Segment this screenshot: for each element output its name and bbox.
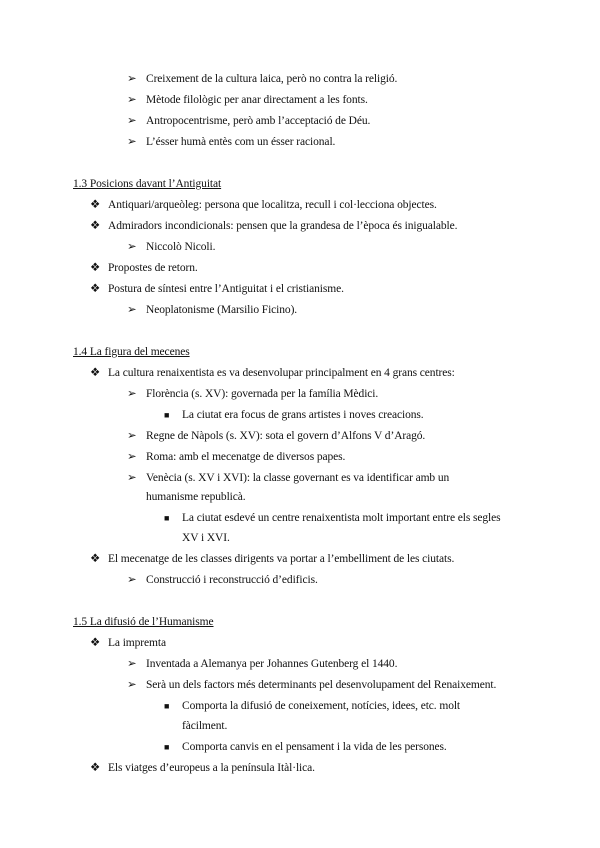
section-heading-1-3: 1.3 Posicions davant l’Antiguitat <box>73 178 222 190</box>
list-item: ❖ Postura de síntesi entre l’Antiguitat i el cristianisme. <box>90 283 344 295</box>
diamond-bullet-icon: ❖ <box>90 637 101 649</box>
list-item: ➢ L’ésser humà entès com un ésser racional. <box>127 136 336 148</box>
list-item: ➢ Construcció i reconstrucció d’edificis. <box>127 574 318 586</box>
list-item: ❖ La impremta <box>90 637 166 649</box>
arrow-bullet-icon: ➢ <box>127 388 137 400</box>
list-item: ❖ Els viatges d’europeus a la península Itàl·lica. <box>90 762 315 774</box>
list-item-continuation: XV i XVI. <box>182 532 230 544</box>
list-item: ■ La ciutat esdevé un centre renaixentista molt important entre els segles <box>164 512 501 524</box>
square-bullet-icon: ■ <box>164 513 170 523</box>
diamond-bullet-icon: ❖ <box>90 283 101 295</box>
diamond-bullet-icon: ❖ <box>90 553 101 565</box>
diamond-bullet-icon: ❖ <box>90 199 101 211</box>
arrow-bullet-icon: ➢ <box>127 136 137 148</box>
section-heading-1-4: 1.4 La figura del mecenes <box>73 346 190 358</box>
arrow-bullet-icon: ➢ <box>127 430 137 442</box>
arrow-bullet-icon: ➢ <box>127 304 137 316</box>
list-item: ➢ Creixement de la cultura laica, però no contra la religió. <box>127 73 398 85</box>
list-item: ➢ Niccolò Nicoli. <box>127 241 216 253</box>
list-item: ❖ El mecenatge de les classes dirigents va portar a l’embelliment de les ciutats. <box>90 553 455 565</box>
arrow-bullet-icon: ➢ <box>127 658 137 670</box>
arrow-bullet-icon: ➢ <box>127 115 137 127</box>
arrow-bullet-icon: ➢ <box>127 574 137 586</box>
list-item: ➢ Roma: amb el mecenatge de diversos papes. <box>127 451 346 463</box>
diamond-bullet-icon: ❖ <box>90 262 101 274</box>
arrow-bullet-icon: ➢ <box>127 241 137 253</box>
list-item: ❖ Admiradors incondicionals: pensen que la grandesa de l’època és inigualable. <box>90 220 458 232</box>
section-heading-1-5: 1.5 La difusió de l’Humanisme <box>73 616 214 628</box>
arrow-bullet-icon: ➢ <box>127 94 137 106</box>
list-item: ➢ Serà un dels factors més determinants pel desenvolupament del Renaixement. <box>127 679 497 691</box>
list-item: ❖ Propostes de retorn. <box>90 262 198 274</box>
list-item: ➢ Antropocentrisme, però amb l’acceptació de Déu. <box>127 115 371 127</box>
arrow-bullet-icon: ➢ <box>127 472 137 484</box>
diamond-bullet-icon: ❖ <box>90 367 101 379</box>
list-item: ➢ Neoplatonisme (Marsilio Ficino). <box>127 304 298 316</box>
list-item: ❖ Antiquari/arqueòleg: persona que localitza, recull i col·lecciona objectes. <box>90 199 437 211</box>
square-bullet-icon: ■ <box>164 701 170 711</box>
list-item: ■ Comporta canvis en el pensament i la vida de les persones. <box>164 741 447 753</box>
diamond-bullet-icon: ❖ <box>90 220 101 232</box>
diamond-bullet-icon: ❖ <box>90 762 101 774</box>
square-bullet-icon: ■ <box>164 742 170 752</box>
list-item: ❖ La cultura renaixentista es va desenvolupar principalment en 4 grans centres: <box>90 367 455 379</box>
list-item: ■ Comporta la difusió de coneixement, notícies, idees, etc. molt <box>164 700 461 712</box>
list-item: ➢ Inventada a Alemanya per Johannes Gutenberg el 1440. <box>127 658 398 670</box>
list-item: ➢ Venècia (s. XV i XVI): la classe governant es va identificar amb un <box>127 472 450 484</box>
list-item: ➢ Regne de Nàpols (s. XV): sota el govern d’Alfons V d’Aragó. <box>127 430 426 442</box>
arrow-bullet-icon: ➢ <box>127 73 137 85</box>
square-bullet-icon: ■ <box>164 410 170 420</box>
list-item: ➢ Mètode filològic per anar directament a les fonts. <box>127 94 368 106</box>
list-item: ➢ Florència (s. XV): governada per la família Mèdici. <box>127 388 379 400</box>
list-item-continuation: humanisme republicà. <box>146 491 246 503</box>
arrow-bullet-icon: ➢ <box>127 679 137 691</box>
list-item: ■ La ciutat era focus de grans artistes i noves creacions. <box>164 409 424 421</box>
arrow-bullet-icon: ➢ <box>127 451 137 463</box>
list-item-continuation: fàcilment. <box>182 720 228 732</box>
